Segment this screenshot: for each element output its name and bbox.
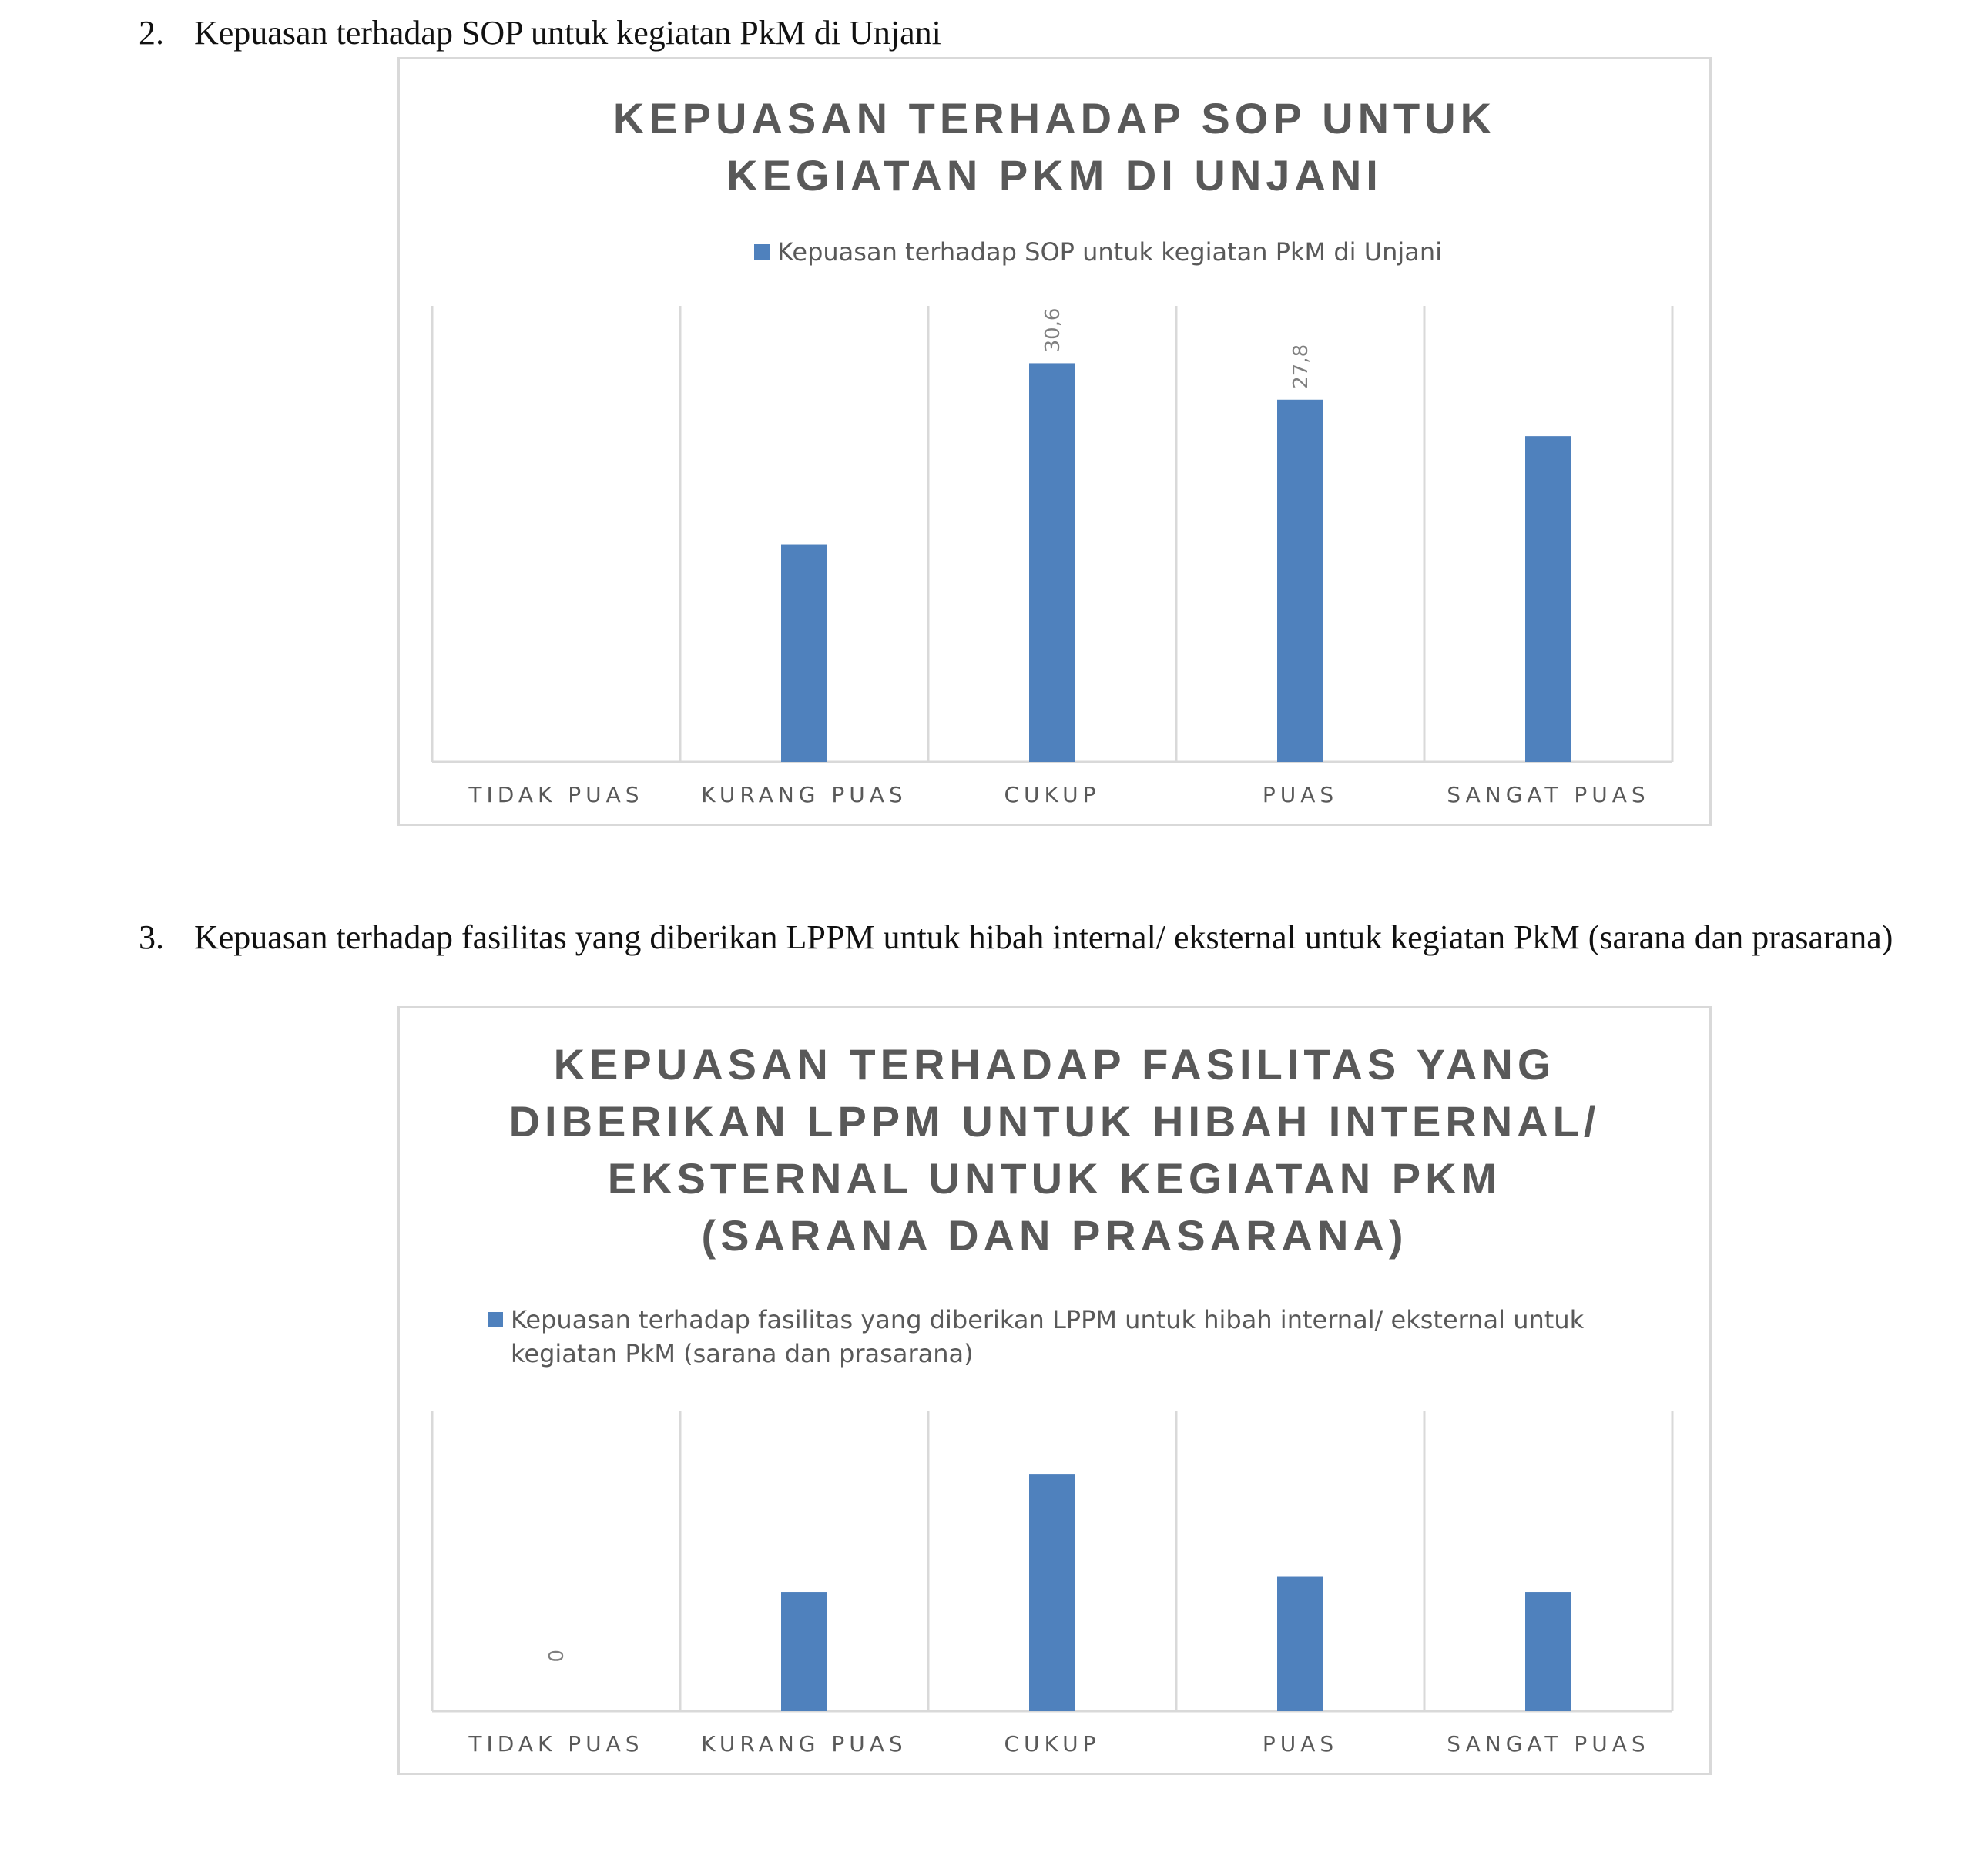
x-tick-label: KURANG PUAS [701,782,907,807]
bar [1029,1474,1075,1711]
chart-fasilitas [397,1006,1712,1775]
chart-sop [397,57,1712,826]
legend-label: Kepuasan terhadap fasilitas yang diberikan LPPM untuk hibah internal/ eksternal untuk kegiatan PkM (sarana dan prasarana) [511,1305,1585,1368]
x-tick-label: TIDAK PUAS [468,1731,644,1757]
chart-title-line: KEPUASAN TERHADAP FASILITAS YANG [553,1040,1556,1089]
section-number: 3. [139,918,164,956]
chart-title-line: KEGIATAN PKM DI UNJANI [726,151,1383,200]
section-title: Kepuasan terhadap fasilitas yang diberikan LPPM untuk hibah internal/ eksternal untuk kegiatan PkM (sarana dan prasarana) [194,918,1893,956]
x-tick-label: SANGAT PUAS [1447,782,1650,807]
chart-title-line: KEPUASAN TERHADAP SOP UNTUK [612,94,1497,143]
chart-plot-area [400,59,1709,828]
x-tick-label: KURANG PUAS [701,1731,907,1757]
bar [1277,400,1323,762]
data-label: 30,6 [1041,307,1065,353]
bar [781,1592,827,1711]
x-tick-label: CUKUP [1004,1731,1101,1757]
legend-label: Kepuasan terhadap SOP untuk kegiatan PkM di Unjani [777,237,1443,267]
x-tick-label: PUAS [1262,1731,1339,1757]
data-label: 0 [545,1649,568,1663]
bar [781,545,827,762]
x-tick-label: TIDAK PUAS [468,782,644,807]
bar [1525,436,1571,762]
chart-title-line: EKSTERNAL UNTUK KEGIATAN PKM [607,1154,1502,1203]
section-number: 2. [139,14,164,52]
bar [1525,1592,1571,1711]
bar [1029,363,1075,762]
chart-title-line: DIBERIKAN LPPM UNTUK HIBAH INTERNAL/ [508,1097,1601,1146]
x-tick-label: CUKUP [1004,782,1101,807]
x-tick-label: PUAS [1262,782,1339,807]
bar [1277,1577,1323,1711]
x-tick-label: SANGAT PUAS [1447,1731,1650,1757]
section-title: Kepuasan terhadap SOP untuk kegiatan PkM di Unjani [194,14,941,52]
data-label: 27,8 [1290,344,1313,389]
chart-title-line: (SARANA DAN PRASARANA) [701,1211,1408,1260]
chart-plot-area [400,1008,1709,1777]
